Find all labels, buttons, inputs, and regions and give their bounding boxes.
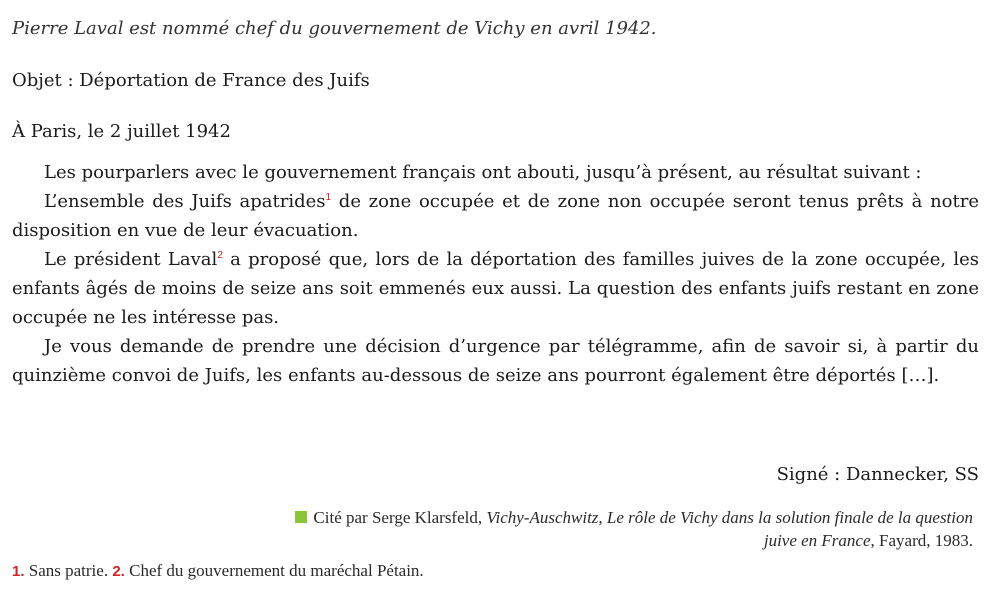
letter-subject: Objet : Déportation de France des Juifs: [12, 70, 370, 91]
letter-dateline: À Paris, le 2 juillet 1942: [12, 121, 231, 142]
letter-body: [12, 158, 979, 390]
paragraph-3-start: Le président Laval: [44, 249, 218, 270]
footnote-ref-1: 1: [325, 192, 332, 203]
footnote-number-1: 1.: [12, 563, 25, 580]
footnote-text-1: Sans patrie.: [24, 561, 113, 580]
footnote-number-2: 2.: [112, 563, 125, 580]
intro-text: Pierre Laval est nommé chef du gouvernement de Vichy en avril 1942.: [12, 18, 657, 39]
green-square-icon: [295, 511, 307, 523]
source-suffix: , Fayard, 1983.: [870, 531, 973, 550]
paragraph-2-start: L’ensemble des Juifs apatrides: [44, 191, 326, 212]
letter-paragraph-2: [12, 187, 979, 245]
letter-paragraph-4: Je vous demande de prendre une décision d’urgence par télégramme, afin de savoir si, à partir du quinzième convoi de Juifs, les enfants au-dessous de seize ans pourront également être déportés […].: [12, 336, 979, 386]
letter-paragraph-3: [12, 245, 979, 332]
letter-paragraph-1: Les pourparlers avec le gouvernement français ont abouti, jusqu’à présent, au résultat suivant :: [44, 162, 922, 183]
paragraph-2-end: de zone occupée et de zone non occupée seront tenus prêts à notre disposition en vue de leur évacuation.: [12, 191, 979, 241]
paragraph-3-end: a proposé que, lors de la déportation des familles juives de la zone occupée, les enfants âgés de moins de seize ans soit emmenés eux aussi. La question des enfants juifs restant en zone occupée ne les intéresse pas.: [12, 249, 979, 328]
letter-signature: Signé : Dannecker, SS: [776, 464, 979, 485]
source-citation: [273, 506, 973, 552]
footnote-text-2: Chef du gouvernement du maréchal Pétain.: [124, 561, 424, 580]
footnote-ref-2: 2: [217, 250, 223, 261]
source-title: Vichy-Auschwitz, Le rôle de Vichy dans la solution finale de la question juive en France: [486, 508, 973, 550]
source-prefix: Cité par Serge Klarsfeld,: [313, 508, 487, 527]
footnotes: [12, 561, 424, 581]
